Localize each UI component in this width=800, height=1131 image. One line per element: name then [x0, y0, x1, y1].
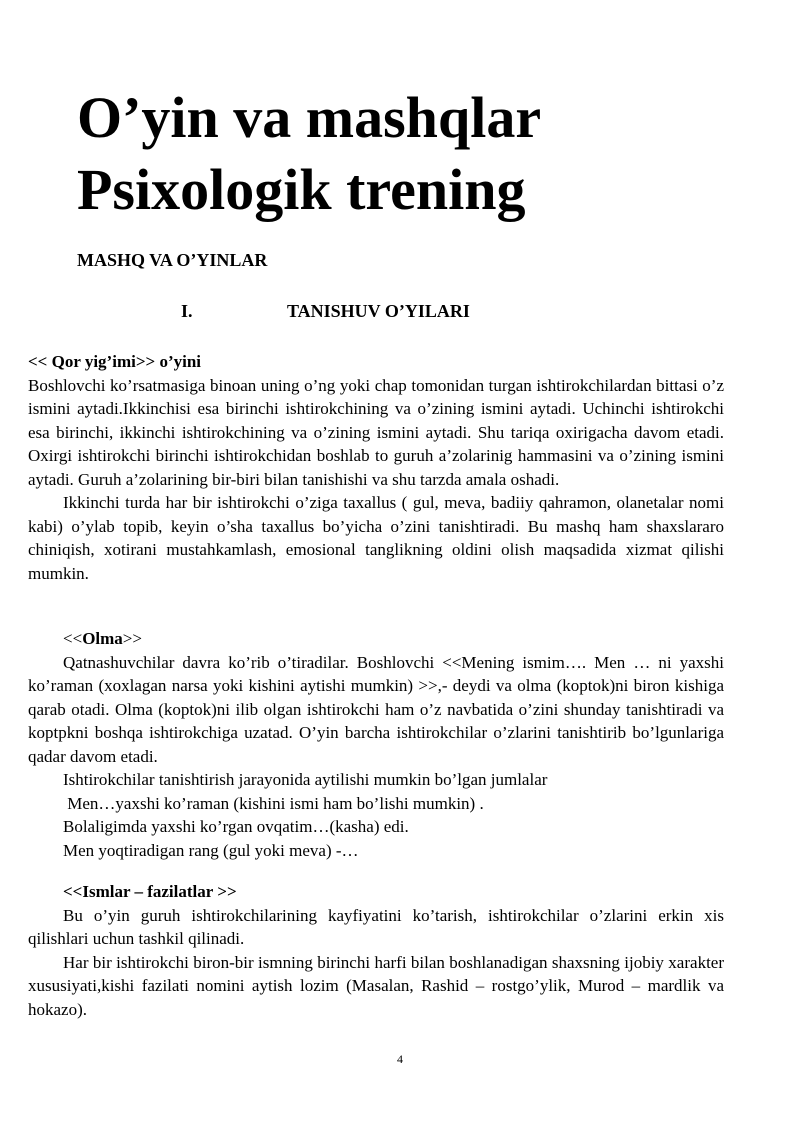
text-line: Men yoqtiradigan rang (gul yoki meva) -… [63, 840, 359, 860]
paragraph: Qatnashuvchilar davra ko’rib o’tiradilar. Boshlovchi <<Mening ismim…. Men … ni yaxshi ko’raman (xoxlagan narsa yoki kishini aytishi mumkin) >>,- deydi va olma (koptok)ni biron kishiga qarab otadi. Olma (koptok)ni ilib olgan ishtirokchi ham o’z navbatida o’zini shunday tanishtiradi va koptpkni boshqa ishtirokchiga uzatad. O’yin barcha ishtirokchilar o’zlarini tanishtirib bo’lgunlariga qadar davom etadi. [28, 652, 724, 766]
section-title: TANISHUV O’YILARI [287, 301, 470, 321]
game-olma [28, 627, 724, 862]
text-line: Men…yaxshi ko’raman (kishini ismi ham bo’lishi mumkin) . [63, 793, 484, 813]
game-heading: << Qor yig’imi>> o’yini [28, 352, 202, 371]
paragraph: Bu o’yin guruh ishtirokchilarining kayfiyatini ko’tarish, ishtirokchilar o’zlarini erkin xis qilishlari uchun tashkil qilinadi. [28, 905, 724, 948]
text-line: Ishtirokchilar tanishtirish jarayonida aytilishi mumkin bo’lgan jumlalar [63, 770, 548, 789]
paragraph: Har bir ishtirokchi biron-bir ismning birinchi harfi bilan boshlanadigan shaxsning ijobiy xarakter xususiyati,kishi fazilati nomini aytish lozim (Masalan, Rashid – rostgo’ylik, Murod – mardlik va hokazo). [28, 952, 724, 1019]
game-ismlar-fazilatlar [28, 880, 724, 1021]
text-line: Bolaligimda yaxshi ko’rgan ovqatim…(kasha) edi. [63, 817, 409, 836]
paragraph: Ikkinchi turda har bir ishtirokchi o’ziga taxallus ( gul, meva, badiiy qahramon, olanetalar nomi kabi) o’ylab topib, keyin o’sha taxallus bo’yicha o’zini tanishtiradi. Bu mashq ham shaxslararo chiniqish, xotirani mustahkamlash, emosional tanglikning oldini olish maqsadida xizmat qilishi mumkin. [28, 493, 724, 583]
page-number: 4 [397, 1052, 403, 1066]
subtitle: MASHQ VA O’YINLAR [77, 250, 268, 270]
game-heading [28, 627, 724, 651]
game-heading: <<Ismlar – fazilatlar >> [63, 882, 237, 901]
paragraph: Boshlovchi ko’rsatmasiga binoan uning o’ng yoki chap tomonidan turgan ishtirokchilardan bittasi o’z ismini aytadi.Ikkinchisi esa birinchi ishtirokchining va o’zining ismini aytadi. Uchinchi ishtirokchi esa birinchi, ikkinchi ishtirokchining va o’zining ismini aytadi. Shu tariqa oxirigacha davom etadi. Oxirgi ishtirokchi birinchi ishtirokchidan boshlab to guruh a’zolarinig hammasini va o’zining ismini aytadi. Guruh a’zolarining bir-biri bilan tanishishi va shu tarzda amala oshadi. [28, 375, 724, 489]
title-line-1: O’yin va mashqlar [77, 85, 542, 150]
heading-close-brackets: >> [122, 629, 142, 648]
section-number: I. [181, 301, 193, 321]
heading-bold-text: Olma [82, 629, 123, 648]
heading-open-brackets: << [63, 629, 83, 648]
game-qor-yigimi [28, 350, 724, 585]
title-line-2: Psixologik trening [77, 157, 526, 222]
document-title [77, 82, 777, 226]
